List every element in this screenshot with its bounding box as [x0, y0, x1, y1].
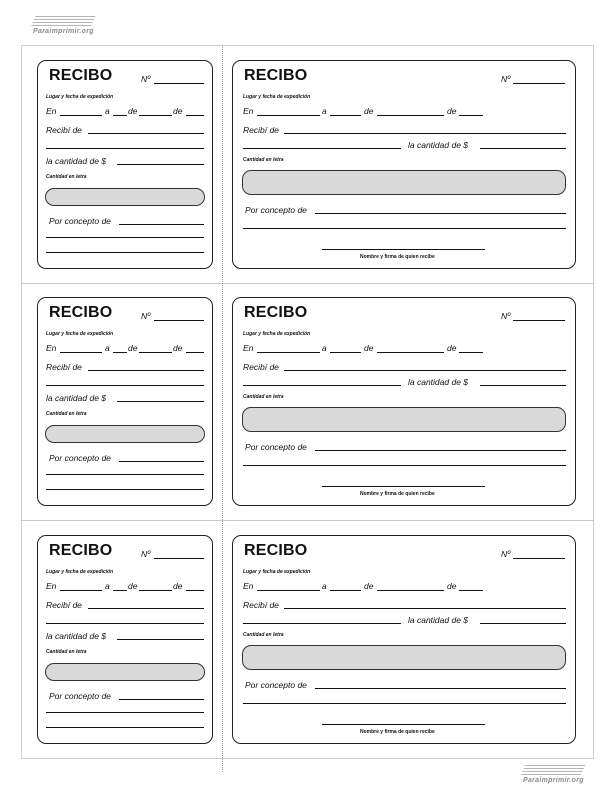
- concept-field-3[interactable]: [46, 252, 204, 253]
- month-field[interactable]: [330, 115, 361, 116]
- place-date-label: Lugar y fecha de expedición: [46, 331, 114, 337]
- amount-in-words-field[interactable]: [45, 425, 205, 443]
- concept-field-2[interactable]: [46, 237, 204, 238]
- number-label: Nº: [141, 549, 151, 559]
- amount-in-words-field[interactable]: [242, 645, 566, 670]
- concept-label: Por concepto de: [245, 680, 307, 690]
- receipt-title: RECIBO: [244, 542, 308, 559]
- concept-field-3[interactable]: [46, 727, 204, 728]
- concept-field-2[interactable]: [46, 712, 204, 713]
- received-from-field[interactable]: [284, 608, 566, 609]
- day-field[interactable]: [257, 590, 320, 591]
- receipt-title: RECIBO: [244, 67, 308, 84]
- signature-line[interactable]: [322, 724, 485, 725]
- number-label: Nº: [501, 311, 511, 321]
- concept-field[interactable]: [315, 213, 566, 214]
- day-field[interactable]: [60, 352, 102, 353]
- amount-field[interactable]: [480, 385, 566, 386]
- received-from-field-2[interactable]: [46, 148, 204, 149]
- de-label: de: [447, 106, 457, 116]
- received-from-field-2[interactable]: [46, 623, 204, 624]
- year-field[interactable]: [459, 590, 483, 591]
- year-field[interactable]: [186, 590, 204, 591]
- amount-in-words-label: Cantidad en letra: [46, 649, 87, 655]
- concept-label: Por concepto de: [245, 205, 307, 215]
- en-label: En: [46, 106, 57, 116]
- signature-label: Nombre y firma de quien recibe: [360, 254, 435, 260]
- year-field[interactable]: [459, 115, 483, 116]
- amount-in-words-label: Cantidad en letra: [243, 632, 284, 638]
- month2-field[interactable]: [139, 590, 172, 591]
- receipt-main: [232, 535, 576, 744]
- amount-in-words-field[interactable]: [242, 170, 566, 195]
- number-field[interactable]: [513, 83, 565, 84]
- received-from-label: Recibí de: [46, 600, 82, 610]
- concept-label: Por concepto de: [49, 216, 111, 226]
- number-field[interactable]: [154, 320, 204, 321]
- concept-field-2[interactable]: [46, 474, 204, 475]
- receipt-title: RECIBO: [49, 542, 113, 559]
- amount-in-words-field[interactable]: [45, 188, 205, 206]
- amount-label: la cantidad de $: [46, 393, 107, 403]
- receipt-main: [232, 297, 576, 506]
- a-label: a: [105, 343, 110, 353]
- number-label: Nº: [501, 74, 511, 84]
- amount-in-words-label: Cantidad en letra: [243, 157, 284, 163]
- logo-top: [33, 16, 93, 35]
- received-from-field-2[interactable]: [243, 148, 401, 149]
- en-label: En: [243, 343, 254, 353]
- amount-in-words-field[interactable]: [45, 663, 205, 681]
- month2-field[interactable]: [377, 352, 444, 353]
- amount-in-words-field[interactable]: [242, 407, 566, 432]
- amount-field[interactable]: [117, 639, 204, 640]
- cut-line: [21, 283, 594, 284]
- en-label: En: [46, 581, 57, 591]
- month-field[interactable]: [330, 590, 361, 591]
- amount-label: la cantidad de $: [408, 140, 469, 150]
- month2-field[interactable]: [139, 115, 172, 116]
- received-from-label: Recibí de: [243, 362, 279, 372]
- de-label: de: [128, 343, 138, 353]
- receipt-title: RECIBO: [244, 304, 308, 321]
- de-label: de: [364, 106, 374, 116]
- number-field[interactable]: [513, 558, 565, 559]
- logo-stripes-icon: [520, 765, 585, 776]
- received-from-field-2[interactable]: [46, 385, 204, 386]
- de-label: de: [128, 581, 138, 591]
- year-field[interactable]: [459, 352, 483, 353]
- amount-in-words-label: Cantidad en letra: [46, 411, 87, 417]
- year-field[interactable]: [186, 352, 204, 353]
- concept-field-3[interactable]: [46, 489, 204, 490]
- receipt-stub: [37, 60, 213, 269]
- concept-field[interactable]: [315, 688, 566, 689]
- a-label: a: [322, 343, 327, 353]
- receipt-stub: [37, 297, 213, 506]
- signature-line[interactable]: [322, 249, 485, 250]
- logo-text: Paraimprimir.org: [523, 777, 584, 784]
- concept-field-2[interactable]: [243, 703, 566, 704]
- number-field[interactable]: [513, 320, 565, 321]
- amount-in-words-label: Cantidad en letra: [243, 394, 284, 400]
- concept-field[interactable]: [119, 224, 204, 225]
- amount-field[interactable]: [117, 164, 204, 165]
- signature-label: Nombre y firma de quien recibe: [360, 491, 435, 497]
- received-from-label: Recibí de: [243, 125, 279, 135]
- number-field[interactable]: [154, 558, 204, 559]
- received-from-field-2[interactable]: [243, 385, 401, 386]
- place-date-label: Lugar y fecha de expedición: [243, 94, 311, 100]
- month-field[interactable]: [113, 115, 127, 116]
- logo-bottom: [523, 765, 583, 784]
- concept-label: Por concepto de: [245, 442, 307, 452]
- month-field[interactable]: [330, 352, 361, 353]
- logo-text: Paraimprimir.org: [33, 28, 94, 35]
- year-field[interactable]: [186, 115, 204, 116]
- concept-field[interactable]: [119, 461, 204, 462]
- amount-field[interactable]: [480, 148, 566, 149]
- received-from-field-2[interactable]: [243, 623, 401, 624]
- concept-field[interactable]: [119, 699, 204, 700]
- number-label: Nº: [501, 549, 511, 559]
- a-label: a: [105, 581, 110, 591]
- receipt-title: RECIBO: [49, 304, 113, 321]
- amount-label: la cantidad de $: [46, 156, 107, 166]
- received-from-field[interactable]: [284, 133, 566, 134]
- amount-label: la cantidad de $: [408, 377, 469, 387]
- concept-field-2[interactable]: [243, 465, 566, 466]
- a-label: a: [105, 106, 110, 116]
- amount-field[interactable]: [480, 623, 566, 624]
- place-date-label: Lugar y fecha de expedición: [243, 331, 311, 337]
- received-from-field[interactable]: [88, 608, 204, 609]
- cut-line-vertical: [222, 45, 223, 772]
- month-field[interactable]: [113, 352, 127, 353]
- concept-label: Por concepto de: [49, 453, 111, 463]
- de-label: de: [364, 581, 374, 591]
- number-label: Nº: [141, 311, 151, 321]
- place-date-label: Lugar y fecha de expedición: [46, 569, 114, 575]
- month2-field[interactable]: [377, 590, 444, 591]
- amount-in-words-label: Cantidad en letra: [46, 174, 87, 180]
- received-from-label: Recibí de: [46, 125, 82, 135]
- number-field[interactable]: [154, 83, 204, 84]
- place-date-label: Lugar y fecha de expedición: [46, 94, 114, 100]
- day-field[interactable]: [257, 352, 320, 353]
- concept-label: Por concepto de: [49, 691, 111, 701]
- de-label: de: [173, 581, 183, 591]
- place-date-label: Lugar y fecha de expedición: [243, 569, 311, 575]
- concept-field[interactable]: [315, 450, 566, 451]
- de-label: de: [128, 106, 138, 116]
- received-from-field[interactable]: [88, 370, 204, 371]
- receipt-title: RECIBO: [49, 67, 113, 84]
- received-from-field[interactable]: [88, 133, 204, 134]
- de-label: de: [173, 343, 183, 353]
- amount-label: la cantidad de $: [46, 631, 107, 641]
- number-label: Nº: [141, 74, 151, 84]
- received-from-field[interactable]: [284, 370, 566, 371]
- month2-field[interactable]: [139, 352, 172, 353]
- amount-field[interactable]: [117, 401, 204, 402]
- en-label: En: [243, 581, 254, 591]
- month-field[interactable]: [113, 590, 127, 591]
- day-field[interactable]: [257, 115, 320, 116]
- day-field[interactable]: [60, 590, 102, 591]
- month2-field[interactable]: [377, 115, 444, 116]
- de-label: de: [173, 106, 183, 116]
- cut-line: [21, 520, 594, 521]
- de-label: de: [447, 581, 457, 591]
- de-label: de: [447, 343, 457, 353]
- en-label: En: [46, 343, 57, 353]
- received-from-label: Recibí de: [243, 600, 279, 610]
- a-label: a: [322, 581, 327, 591]
- signature-line[interactable]: [322, 486, 485, 487]
- received-from-label: Recibí de: [46, 362, 82, 372]
- amount-label: la cantidad de $: [408, 615, 469, 625]
- signature-label: Nombre y firma de quien recibe: [360, 729, 435, 735]
- day-field[interactable]: [60, 115, 102, 116]
- en-label: En: [243, 106, 254, 116]
- de-label: de: [364, 343, 374, 353]
- a-label: a: [322, 106, 327, 116]
- concept-field-2[interactable]: [243, 228, 566, 229]
- receipt-main: [232, 60, 576, 269]
- receipt-stub: [37, 535, 213, 744]
- logo-stripes-icon: [30, 16, 95, 27]
